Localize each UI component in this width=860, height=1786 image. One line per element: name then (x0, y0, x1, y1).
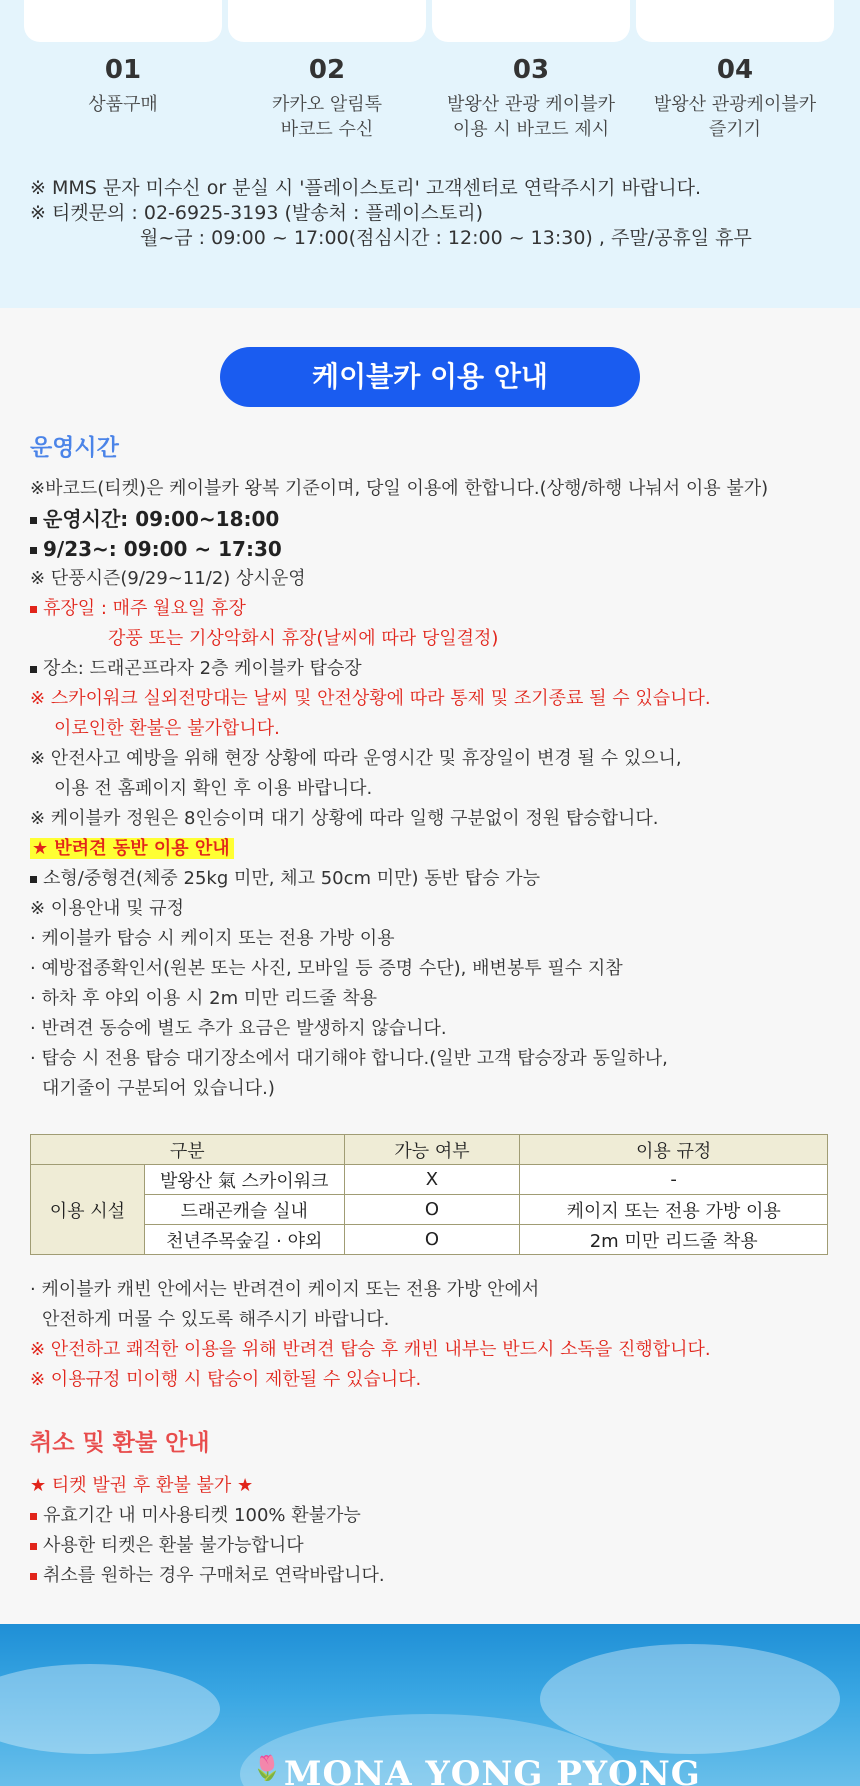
notice-line: ※ 티켓문의 : 02-6925-3193 (발송처 : 플레이스토리) (30, 202, 483, 224)
logo-text: MONA YONG PYONG (283, 1754, 701, 1786)
table-cell-allowed: O (344, 1225, 520, 1255)
step-1 (23, 52, 223, 117)
bullet-square (30, 1543, 37, 1550)
bullet-square (30, 547, 37, 554)
cablecar-guide-section (0, 308, 860, 1624)
refund-line: ★ 티켓 발권 후 환불 불가 ★ (30, 1475, 254, 1496)
bullet-square (30, 876, 37, 883)
guide-title-button[interactable]: 케이블카 이용 안내 (220, 347, 640, 407)
bullet-square (30, 606, 37, 613)
info-line: 장소: 드래곤프라자 2층 케이블카 탑승장 (43, 658, 362, 679)
operation-info (30, 474, 768, 1104)
table-cell-rule: - (520, 1165, 828, 1195)
step-label-line2: 즐기기 (708, 119, 762, 140)
table-cell-rule: 2m 미만 리드줄 착용 (520, 1225, 828, 1255)
info-line: 휴장일 : 매주 월요일 휴장 (43, 598, 246, 619)
step-label-line1: 발왕산 관광 케이블카 (447, 94, 615, 115)
cloud-shape (0, 1664, 220, 1754)
info-line: 대기줄이 구분되어 있습니다.) (42, 1078, 275, 1099)
info-line: ※ 스카이워크 실외전망대는 날씨 및 안전상황에 따라 통제 및 조기종료 될 수 있습니다. (30, 688, 711, 709)
step-number: 01 (104, 55, 142, 85)
step-label-line1: 발왕산 관광케이블카 (653, 94, 817, 115)
pet-guide-highlight: ★ 반려견 동반 이용 안내 (30, 838, 234, 859)
step-card-2 (228, 0, 426, 42)
refund-title: 취소 및 환불 안내 (30, 1430, 210, 1456)
info-line: ※ 이용규정 미이행 시 탑승이 제한될 수 있습니다. (30, 1369, 422, 1390)
table-header-category: 구분 (31, 1135, 345, 1165)
table-cell-rule: 케이지 또는 전용 가방 이용 (520, 1195, 828, 1225)
step-label-line1: 카카오 알림톡 (271, 94, 383, 115)
info-line: · 예방접종확인서(원본 또는 사진, 모바일 등 증명 수단), 배변봉투 필수 지참 (30, 958, 623, 979)
table-header-row (31, 1135, 828, 1165)
pet-cabin-notes (30, 1275, 711, 1395)
table-row (31, 1225, 828, 1255)
bullet-square (30, 1573, 37, 1580)
table-row (31, 1195, 828, 1225)
info-line: · 케이블카 탑승 시 케이지 또는 전용 가방 이용 (30, 928, 395, 949)
info-line: 소형/중형견(체중 25kg 미만, 체고 50cm 미만) 동반 탑승 가능 (43, 868, 541, 889)
tulip-logo-icon: 🌷 (252, 1754, 282, 1782)
table-cell-allowed: X (344, 1165, 520, 1195)
info-line: · 탑승 시 전용 탑승 대기장소에서 대기해야 합니다.(일반 고객 탑승장과 동일하나, (30, 1048, 668, 1069)
refund-line: 사용한 티켓은 환불 불가능합니다 (43, 1535, 304, 1556)
step-2 (227, 52, 427, 142)
step-number: 04 (716, 55, 754, 85)
operation-hours-title: 운영시간 (30, 435, 119, 461)
resort-banner (0, 1624, 860, 1786)
info-line: 이로인한 환불은 불가합니다. (54, 718, 280, 739)
info-line: · 케이블카 캐빈 안에서는 반려견이 케이지 또는 전용 가방 안에서 (30, 1279, 540, 1300)
step-3 (431, 52, 631, 142)
info-line: ※ 케이블카 정원은 8인승이며 대기 상황에 따라 일행 구분없이 정원 탑승합니다. (30, 808, 659, 829)
resort-logo (252, 1754, 701, 1786)
info-line: ※바코드(티켓)은 케이블카 왕복 기준이며, 당일 이용에 한합니다.(상행/하행 나눠서 이용 불가) (30, 478, 769, 499)
table-cell-allowed: O (344, 1195, 520, 1225)
table-header-allowed: 가능 여부 (344, 1135, 520, 1165)
info-line: · 반려견 동승에 별도 추가 요금은 발생하지 않습니다. (30, 1018, 447, 1039)
notice-hours: 월~금 : 09:00 ~ 17:00(점심시간 : 12:00 ~ 13:30) , 주말/공휴일 휴무 (140, 227, 752, 249)
bullet-square (30, 517, 37, 524)
table-cell-place: 발왕산 氣 스카이워크 (144, 1165, 344, 1195)
table-category-cell: 이용 시설 (31, 1165, 145, 1255)
purchase-steps-section (0, 0, 860, 308)
step-label-line2: 바코드 수신 (280, 119, 374, 140)
step-card-1 (24, 0, 222, 42)
info-line: 안전하게 머물 수 있도록 해주시기 바랍니다. (42, 1309, 390, 1330)
info-line: ※ 단풍시즌(9/29~11/2) 상시운영 (30, 568, 306, 589)
step-label-line2: 이용 시 바코드 제시 (452, 119, 610, 140)
step-4 (635, 52, 835, 142)
step-number: 03 (512, 55, 550, 85)
table-header-rule: 이용 규정 (520, 1135, 828, 1165)
info-line: ※ 안전사고 예방을 위해 현장 상황에 따라 운영시간 및 휴장일이 변경 될 수 있으니, (30, 748, 682, 769)
info-line: 강풍 또는 기상악화시 휴장(날씨에 따라 당일결정) (108, 628, 499, 649)
info-line: · 하차 후 야외 이용 시 2m 미만 리드줄 착용 (30, 988, 378, 1009)
table-row (31, 1165, 828, 1195)
info-line: 운영시간: 09:00~18:00 (43, 507, 280, 531)
bullet-square (30, 666, 37, 673)
pet-facility-table (30, 1134, 828, 1255)
step-label: 상품구매 (88, 94, 158, 115)
cloud-shape (540, 1644, 840, 1754)
notice-line: ※ MMS 문자 미수신 or 분실 시 '플레이스토리' 고객센터로 연락주시기 바랍니다. (30, 177, 701, 199)
ticket-notice (30, 176, 752, 251)
info-line: ※ 이용안내 및 규정 (30, 898, 184, 919)
info-line: ※ 안전하고 쾌적한 이용을 위해 반려견 탑승 후 캐빈 내부는 반드시 소독을 진행합니다. (30, 1339, 711, 1360)
step-card-4 (636, 0, 834, 42)
bullet-square (30, 1513, 37, 1520)
refund-line: 취소를 원하는 경우 구매처로 연락바랍니다. (43, 1565, 385, 1586)
refund-info (30, 1471, 385, 1591)
info-line: 이용 전 홈페이지 확인 후 이용 바랍니다. (54, 778, 373, 799)
table-cell-place: 천년주목숲길 · 야외 (144, 1225, 344, 1255)
info-line: 9/23~: 09:00 ~ 17:30 (43, 537, 282, 561)
step-card-3 (432, 0, 630, 42)
refund-line: 유효기간 내 미사용티켓 100% 환불가능 (43, 1505, 361, 1526)
table-cell-place: 드래곤캐슬 실내 (144, 1195, 344, 1225)
step-number: 02 (308, 55, 346, 85)
